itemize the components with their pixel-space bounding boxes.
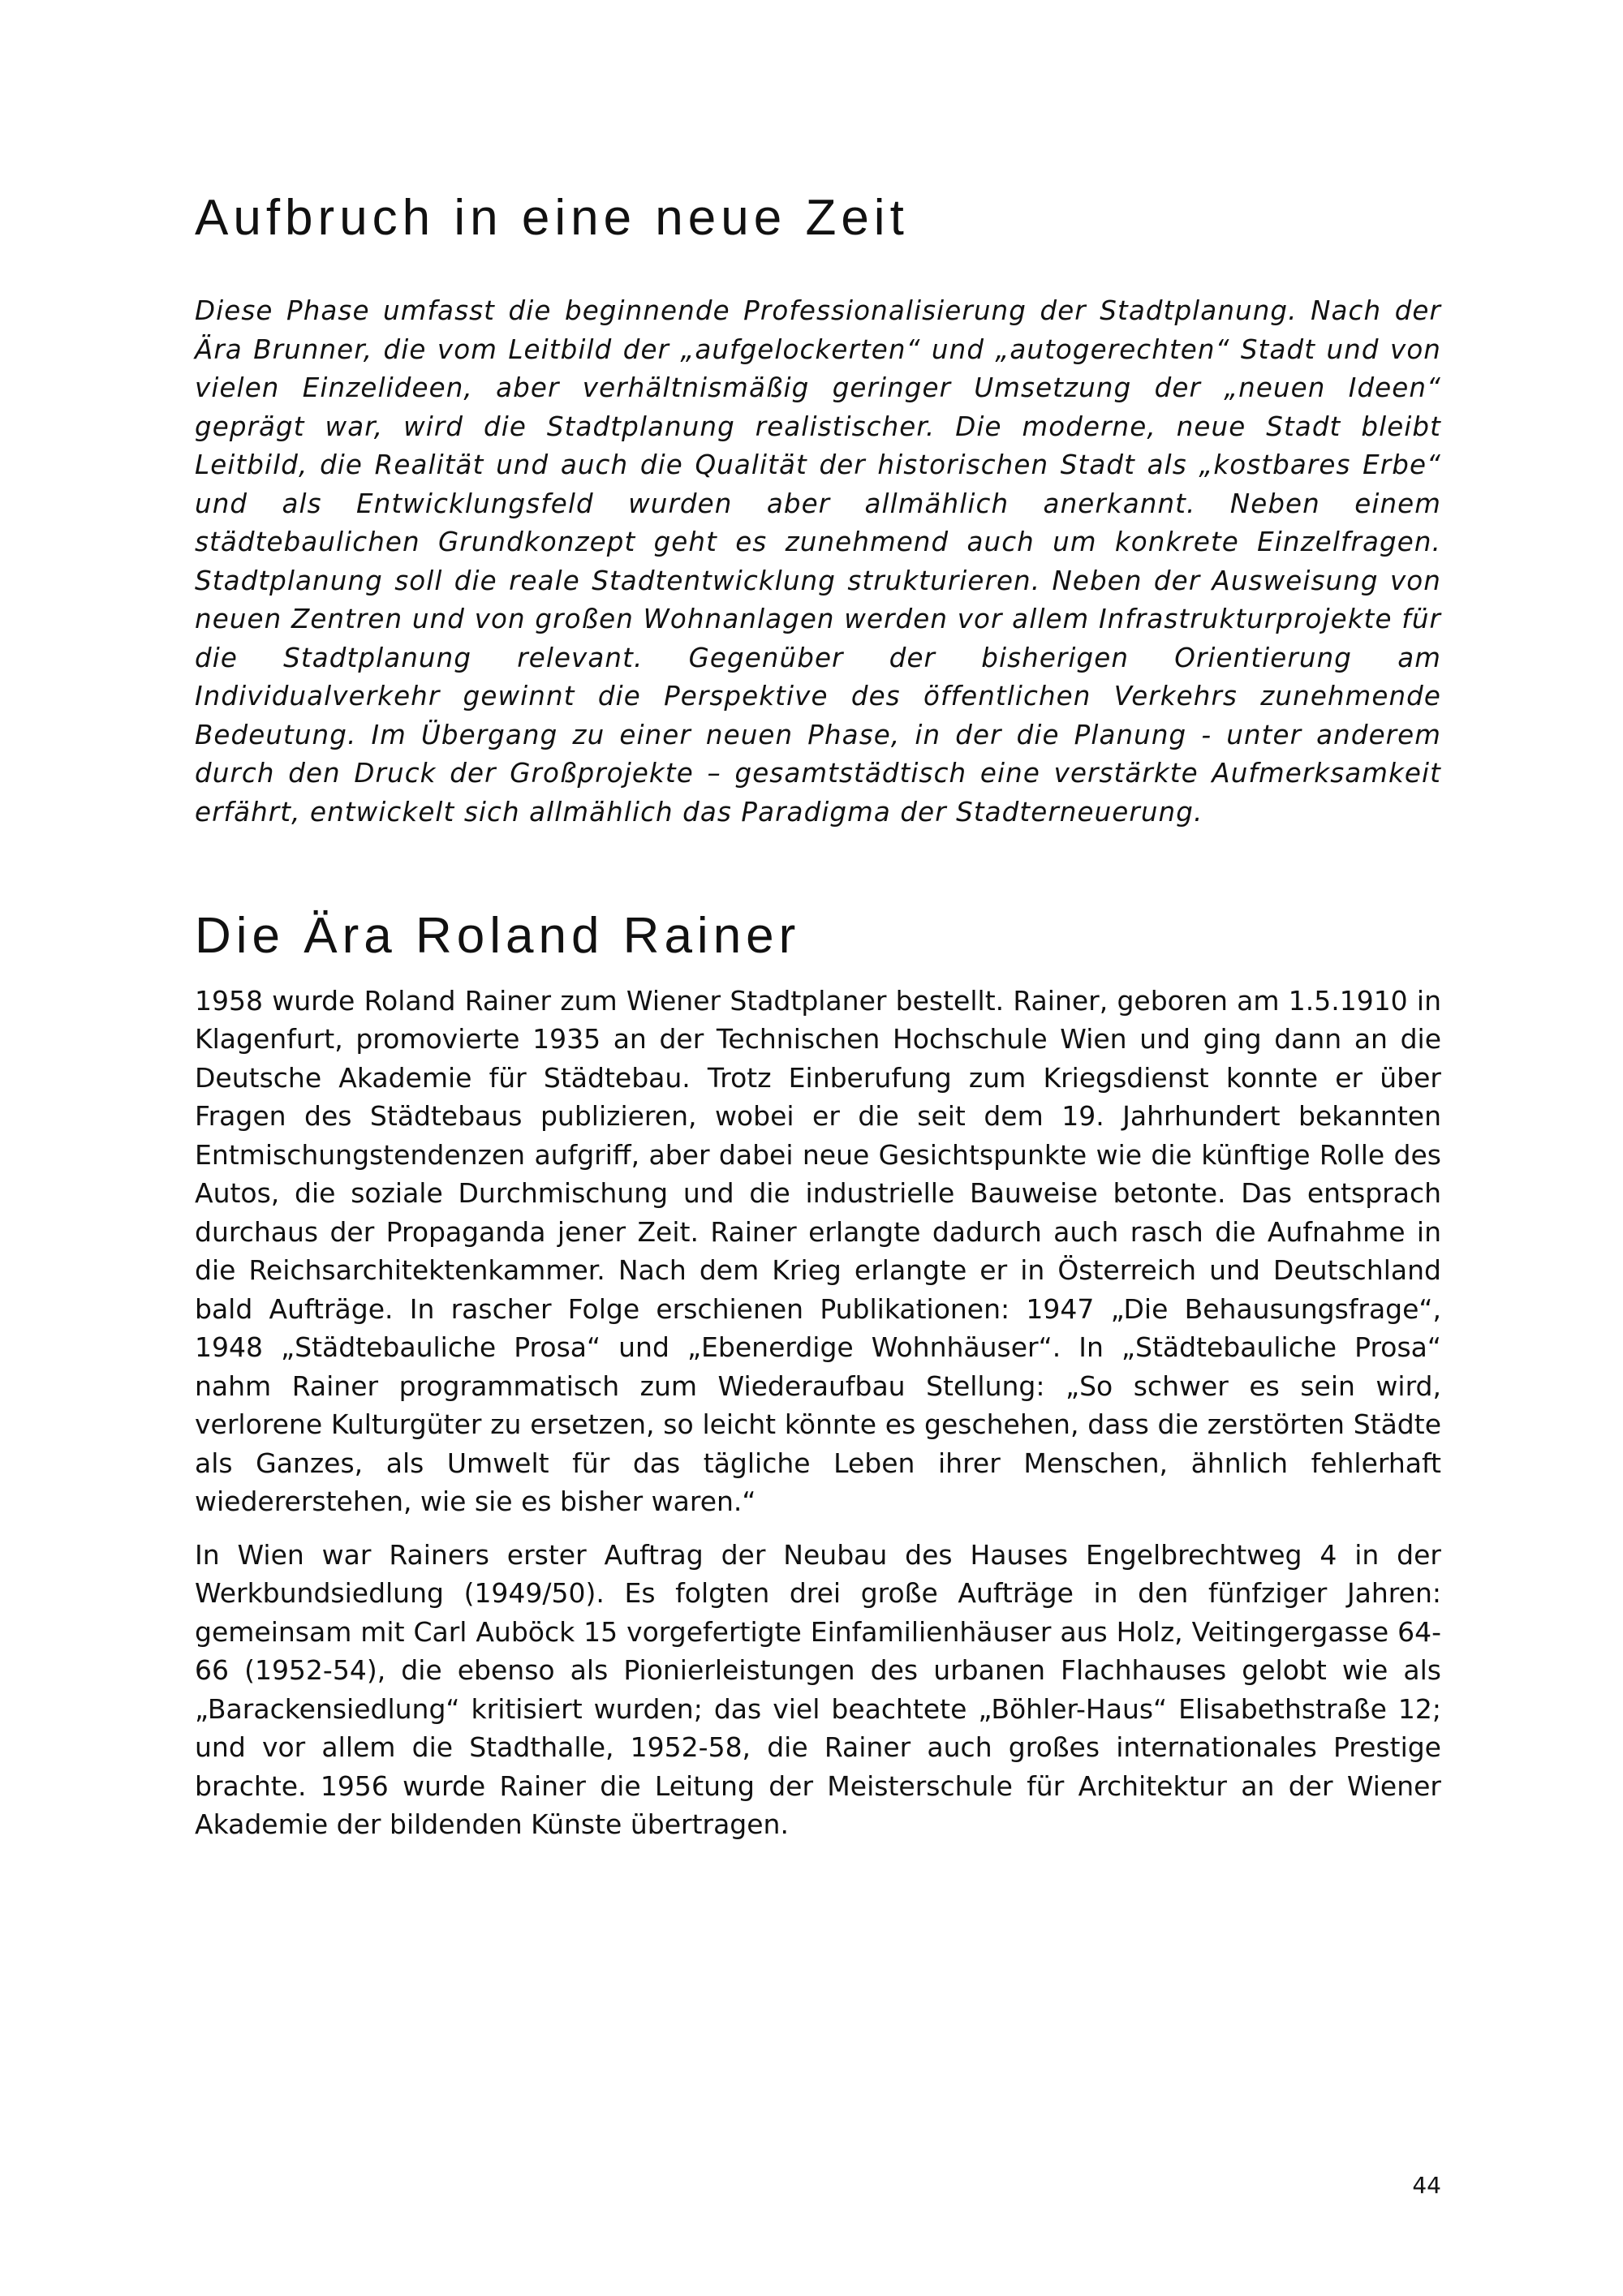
rainer-paragraph-1: 1958 wurde Roland Rainer zum Wiener Stadtplaner bestellt. Rainer, geboren am 1.5.1910 in Klagenfurt, promovierte 1935 an der Technischen Hochschule Wien und ging dann an die Deutsche Akademie für Städtebau. Trotz Einberufung zum Kriegsdienst konnte er über Fragen des Städtebaus publizieren, wobei er die seit dem 19. Jahrhundert bekannten Entmischungstendenzen aufgriff, aber dabei neue Gesichtspunkte wie die künftige Rolle des Autos, die soziale Durchmischung und die industrielle Bauweise betonte. Das entsprach durchaus der Propaganda jener Zeit. Rainer erlangte dadurch auch rasch die Aufnahme in die Reichsarchitektenkammer. Nach dem Krieg erlangte er in Österreich und Deutschland bald Aufträge. In rascher Folge erschienen Publikationen: 1947 „Die Behausungsfrage“, 1948 „Städtebauliche Prosa“ und „Ebenerdige Wohnhäuser“. In „Städtebauliche Prosa“ nahm Rainer programmatisch zum Wiederaufbau Stellung: „So schwer es sein wird, verlorene Kulturgüter zu ersetzen, so leicht könnte es geschehen, dass die zerstörten Städte als Ganzes, als Umwelt für das tägliche Leben ihrer Menschen, ähnlich fehlerhaft wiedererstehen, wie sie es bisher waren.“ (195, 984, 1441, 1518)
page-number: 44 (1412, 2172, 1441, 2199)
section-title-aufbruch: Aufbruch in eine neue Zeit (195, 190, 909, 246)
rainer-paragraph-2: In Wien war Rainers erster Auftrag der Neubau des Hauses Engelbrechtweg 4 in der Werkbundsiedlung (1949/50). Es folgten drei große Aufträge in den fünfziger Jahren: gemeinsam mit Carl Auböck 15 vorgefertigte Einfamilienhäuser aus Holz, Veitingergasse 64-66 (1952-54), die ebenso als Pionierleistungen des urbanen Flachhauses gelobt wie als „Barackensiedlung“ kritisiert wurden; das viel beachtete „Böhler-Haus“ Elisabethstraße 12; und vor allem die Stadthalle, 1952-58, die Rainer auch großes internationales Prestige brachte. 1956 wurde Rainer die Leitung der Meisterschule für Architektur an der Wiener Akademie der bildenden Künste übertragen. (195, 1538, 1441, 1841)
intro-paragraph: Diese Phase umfasst die beginnende Professionalisierung der Stadtplanung. Nach der Ära Brunner, die vom Leitbild der „aufgelockerten“ und „autogerechten“ Stadt und von vielen Einzelideen, aber verhältnismäßig geringer Umsetzung der „neuen Ideen“ geprägt war, wird die Stadtplanung realistischer. Die moderne, neue Stadt bleibt Leitbild, die Realität und auch die Qualität der historischen Stadt als „kostbares Erbe“ und als Entwicklungsfeld wurden aber allmählich anerkannt. Neben einem städtebaulichen Grundkonzept geht es zunehmend auch um konkrete Einzelfragen. Stadtplanung soll die reale Stadtentwicklung strukturieren. Neben der Ausweisung von neuen Zentren und von großen Wohnanlagen werden vor allem Infrastrukturprojekte für die Stadtplanung relevant. Gegenüber der bisherigen Orientierung am Individualverkehr gewinnt die Perspektive des öffentlichen Verkehrs zunehmende Bedeutung. Im Übergang zu einer neuen Phase, in der die Planung - unter anderem durch den Druck der Großprojekte – gesamtstädtisch eine verstärkte Aufmerksamkeit erfährt, entwickelt sich allmählich das Paradigma der Stadterneuerung. (195, 295, 1441, 828)
section-title-roland-rainer: Die Ära Roland Rainer (195, 908, 801, 965)
page-content (195, 188, 1441, 1844)
